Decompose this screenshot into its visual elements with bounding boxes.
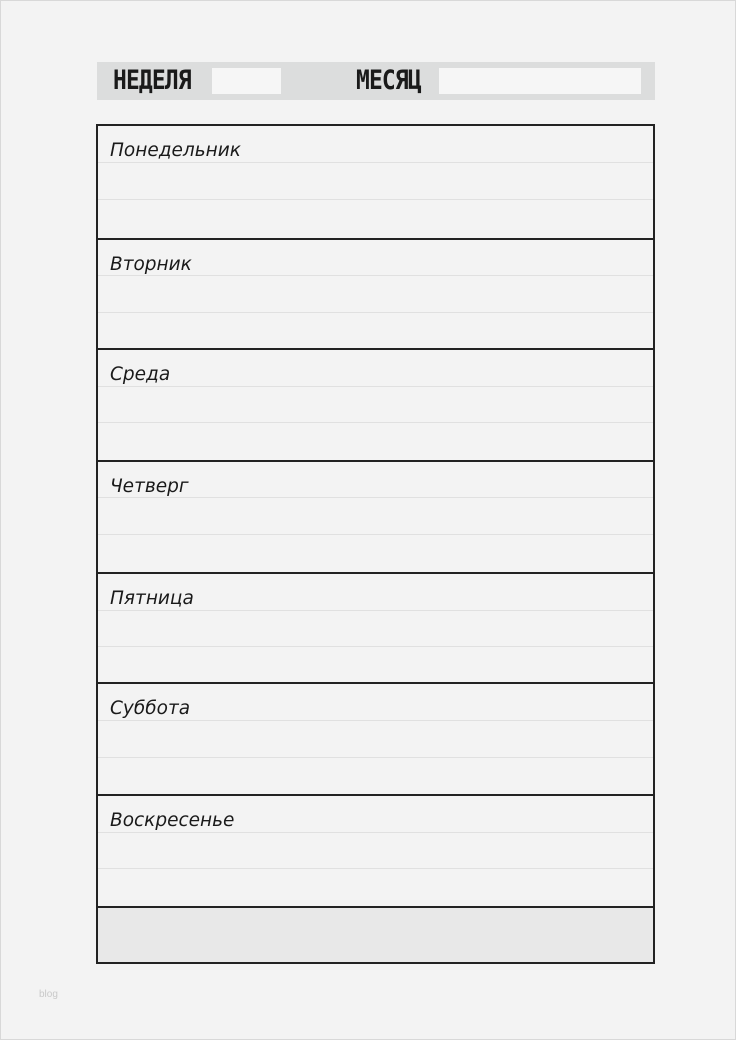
day-row-wednesday[interactable] [98, 350, 653, 462]
writing-line [98, 312, 653, 313]
weekly-planner [96, 124, 655, 964]
day-row-monday[interactable] [98, 126, 653, 240]
week-label: НЕДЕЛЯ [113, 65, 191, 96]
writing-line [98, 422, 653, 423]
week-field[interactable] [212, 68, 281, 94]
day-label-sunday: Воскресенье [110, 810, 235, 831]
writing-line [98, 162, 653, 163]
day-label-saturday: Суббота [110, 698, 191, 719]
notes-area[interactable] [98, 908, 653, 962]
writing-line [98, 275, 653, 276]
month-label: МЕСЯЦ [356, 65, 421, 96]
writing-line [98, 720, 653, 721]
header-band [97, 62, 655, 100]
writing-line [98, 832, 653, 833]
writing-line [98, 497, 653, 498]
day-label-wednesday: Среда [110, 364, 171, 385]
writing-line [98, 757, 653, 758]
day-label-monday: Понедельник [110, 140, 241, 161]
month-field[interactable] [439, 68, 641, 94]
writing-line [98, 610, 653, 611]
day-row-sunday[interactable] [98, 796, 653, 908]
day-row-saturday[interactable] [98, 684, 653, 796]
writing-line [98, 646, 653, 647]
writing-line [98, 199, 653, 200]
writing-line [98, 868, 653, 869]
day-row-tuesday[interactable] [98, 240, 653, 350]
day-row-friday[interactable] [98, 574, 653, 684]
day-label-friday: Пятница [110, 588, 194, 609]
watermark: blog [39, 989, 58, 1000]
day-label-tuesday: Вторник [110, 254, 192, 275]
writing-line [98, 534, 653, 535]
day-label-thursday: Четверг [110, 476, 189, 497]
day-row-thursday[interactable] [98, 462, 653, 574]
writing-line [98, 386, 653, 387]
